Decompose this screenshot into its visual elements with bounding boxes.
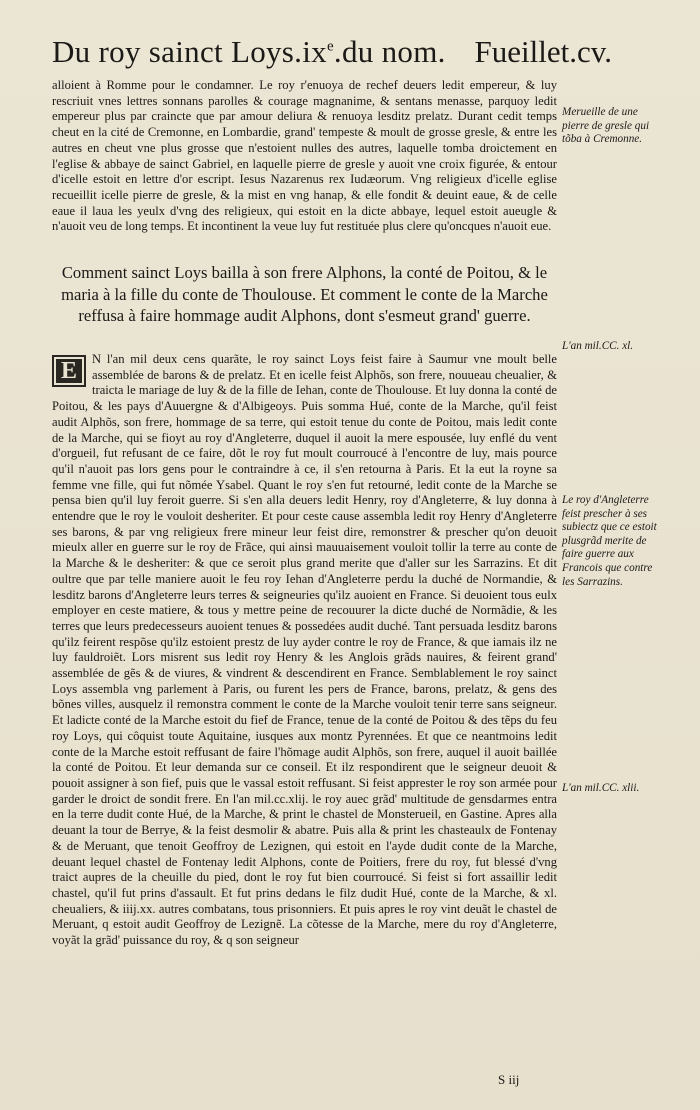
signature-mark: S iij — [498, 1072, 520, 1087]
marginal-note-hailstone: Merueille de une pierre de gresle qui tõba à Cremonne. — [562, 106, 650, 146]
running-title — [52, 34, 446, 70]
running-title-superscript: e — [326, 38, 334, 55]
running-title-end: .du nom. — [333, 34, 446, 69]
dropcap-initial: E — [52, 355, 86, 387]
running-header — [52, 34, 612, 74]
paragraph-intro: alloient à Romme pour le condamner. Le roy r'enuoya de rechef deuers ledit empereur, & luy rescriuit vnes lettres sonnans parolles & courage magnanime, & sentans menasse, parquoy ledit empereur plus par craincte que par amour deliura & renuoya lesditz prelatz. Durant cedit temps cheut en la cité de Cremonne, en Lombardie, grand' tempeste & moult de grosse gresle, & entre les autres en cheut vne plus grosse que n'estoient nulles des autres, laquelle tomba droictement en l'eglise & abbaye de sainct Gabriel, en laquelle pierre de gresle y auoit vne croix figurée, & entour d'icelle estoit en lettre d'or escript. Iesus Nazarenus rex Iudæorum. Vng religieux d'icelle eglise recueillit icelle pierre de gresle, & la mist en vng hanap, & elle fondit & deuint eaue, & de celle eaue il laua les yeulx d'vng des religieux, qui estoit en la dicte abbaye, lequel estoit aueugle & n'auoit veu de long temps. Et incontinent la veue luy fut restituée plus clere qu'oncques n'auoit eue. — [52, 78, 557, 234]
running-title-main: Du roy sainct Loys.ix — [52, 34, 327, 69]
folio-number: Fueillet.cv. — [474, 34, 612, 69]
paragraph-main — [52, 352, 557, 1072]
chapter-heading: Comment sainct Loys bailla à son frere Alphons, la conté de Poitou, & le maria à la fille du conte de Thoulouse. Et comment le conte de la Marche reffusa à faire hommage audit Alphons, dont s'esmeut grand' guerre. — [61, 263, 548, 325]
paragraph-main-text: N l'an mil deux cens quarãte, le roy sainct Loys feist faire à Saumur vne moult belle assemblée de barons & de prelatz. Et en icelle feist Alphõs, son frere, nouueau cheualier, & traicta le mariage de luy & de la fille de Iehan, conte de Thoulouse. Et luy donna la conté de Poitou, & les pays d'Auuergne & d'Albigeoys. Puis somma Hué, conte de la Marche, qu'il feist audit Alphõs, son frere, hommage de sa terre, qui estoit tenue du conte de Poitou, mais ledit conte de la Marche, qui se fioyt au roy d'Angleterre, duquel il auoit la mere espousée, luy enflé du vent d'orgueil, fut refusant de ce faire, dõt le roy fut moult courroucé à l'encontre de luy, mais pource qu'il n'auoit pas lors gens pour le contraindre à ce, il s'en retourna à Paris. Et la eut la royne sa femme vne fille, qui fut nõmée Ysabel. Quant le roy s'en fut retourné, ledit conte de la Marche se pensa bien qu'il luy feroit guerre. Si s'en alla deuers ledit Henry, roy d'Angleterre, & luy donna à entendre que le roy le vouloit desheriter. Et pour ceste cause assembla ledit roy Henry d'Angleterre ses barons, & par vng religieux frere mineur leur feist dire, remonstrer & prescher qu'on deuoit mieulx aller en guerre sur le roy de Frãce, qui ainsi mauuaisement vouloit tollir la terre au conte de la Marche & le desheriter: & que ce seroit plus grand merite que d'aller sur les Sarrazins. Et dit oultre que par telle maniere auoit le feu roy Iehan d'Angleterre perdu la duché de Normandie, & lesditz barons d'Angleterre leurs terres & seigneuries qu'ilz auoient en France. Si deuoient tous eulx employer en ceste matiere, & tous y mettre peine de recouurer la dicte duché de Normãdie, & les terres que leurs predecesseurs auoient tenues & possedées audit duché. Tant persuada lesditz barons qu'ilz feirent respõse qu'ilz estoient prestz de luy ayder contre le roy de France, & que iamais ilz ne luy fauldroiẽt. Lors misrent sus ledit roy Henry & les Anglois grãds nauires, & feirent grand' assemblée de gẽs & de viures, & vindrent & descendirent en France. Semblablement le roy sainct Loys assembla vng parlement à Paris, ou furent les pers de France, barons, prelatz, & gens des bõnes villes, ausquelz il remonstra comment le conte de la Marche vouloit tenir terre sans seigneur. Et ladicte conté de la Marche estoit du fief de France, tenue de la conté de Poitou & des tẽps du feu roy Loys, qui côquist toute Aquitaine, iusques aux montz Pyrennées. Et que ce neantmoins ledit conte de la Marche estoit reffusant de faire l'hõmage audit Alphõs, son frere, auquel il auoit baillée la conté de Poitou. Et leur demanda sur ce conseil. Et ilz respondirent que le seigneur deuoit & pouoit assigner à son fief, puis que le vassal estoit reffusant. Si feist apprester le roy son armée pour garder le droict de sondit frere. En l'an mil.cc.xlij. le roy auec grãd' multitude de gensdarmes entra en la terre dudit conte Hué, de la Marche, & print le chastel de Monsterueil, en Gastine. Apres alla deuant la tour de Berrye, & la feist desmolir & abatre. Puis alla & print les chasteaulx de Fontenay & de Meruant, que tenoit Geoffroy de Lezignen, qui estoit en l'ayde dudit conte de la Marche, deuant lequel chastel de Fontenay ledit Alphons, conte de Poitiers, frere du roy, fut blessé d'vng traict aupres de la cheuille du pied, dont le roy fut bien courroucé. Si feist si fort assaillir ledit chastel, qu'il fut prins d'assault. Et fut prins dedans le filz dudit Hué, conte de la Marche, & xl. cheualiers, & iiij.xx. autres combatans, tous prisonniers. Et puis apres le roy vint deuãt le chastel de Meruant, q estoit audit Geoffroy de Lezignẽ. La cõtesse de la Marche, mere du roy d'Angleterre, voyãt la grãd' puissance du roy, & q son seigneur — [52, 352, 557, 948]
marginal-note-year-1242: L'an mil.CC. xlii. — [562, 782, 640, 794]
marginal-note-english-king: Le roy d'Angleterre feist prescher à ses subiectz que ce estoit plusgrãd merite de faire guerre aux Francois que contre les Sarrazins. — [562, 494, 657, 588]
marginal-note-year-1240: L'an mil.CC. xl. — [562, 340, 634, 352]
